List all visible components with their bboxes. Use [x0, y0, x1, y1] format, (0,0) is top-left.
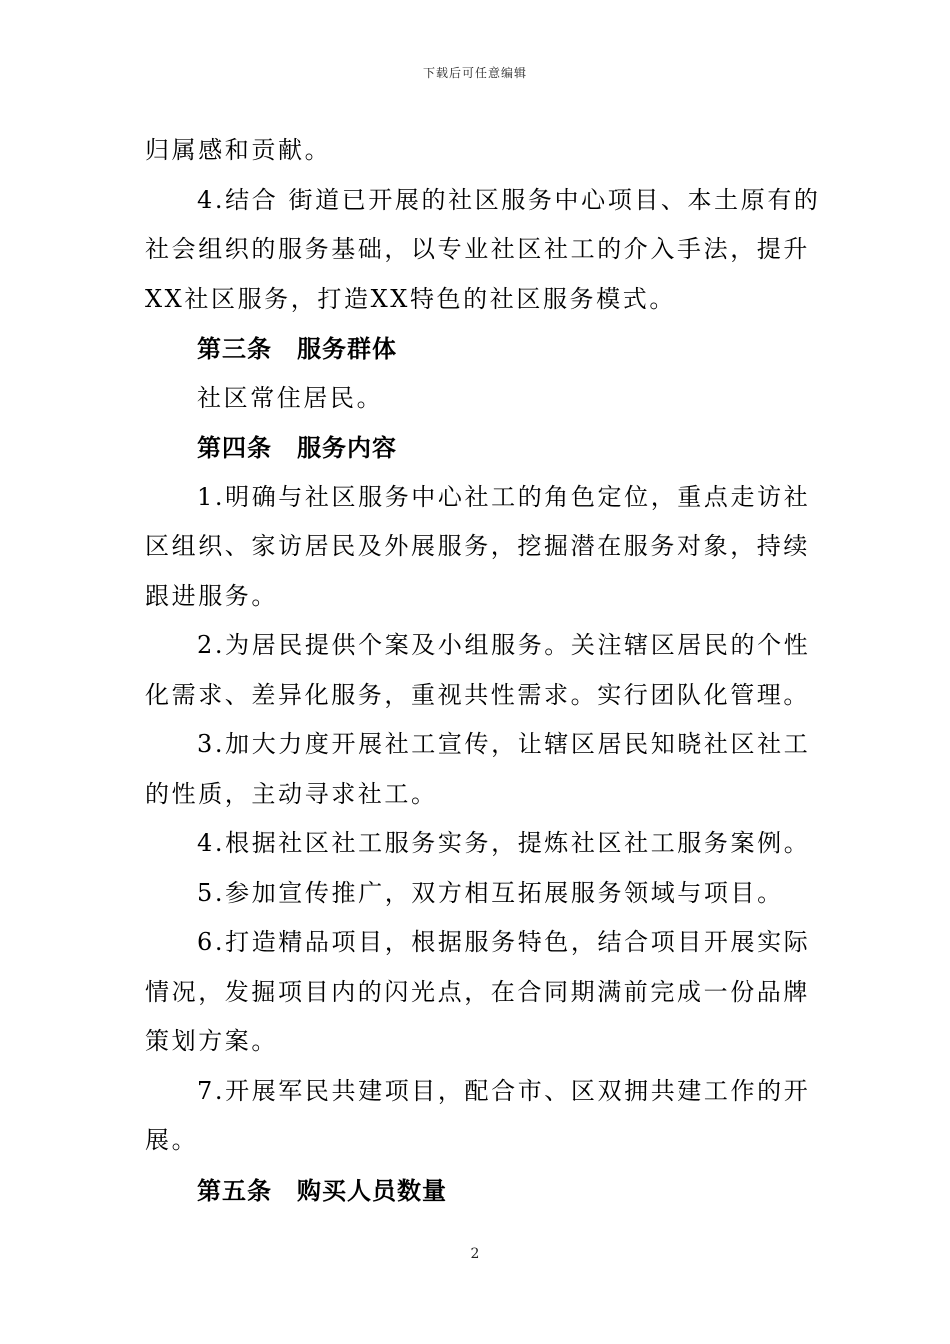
section-heading-5: [145, 1166, 810, 1216]
paragraph-line: 的性质，主动寻求社工。: [145, 779, 438, 808]
paragraph-line: 展。: [145, 1126, 199, 1154]
section-title: 购买人员数量: [297, 1175, 447, 1205]
paragraph-line: 区组织、家访居民及外展服务，挖掘潜在服务对象，持续: [145, 532, 810, 560]
paragraph-line: 1.明确与社区服务中心社工的角色定位，重点走访社: [197, 482, 811, 511]
section-number: 第三条: [197, 334, 272, 363]
section-heading-4: [145, 423, 810, 473]
section-number: 第五条: [197, 1175, 272, 1205]
section-title: 服务群体: [297, 334, 397, 363]
paragraph-line: 3.加大力度开展社工宣传，让辖区居民知晓社区社工: [197, 730, 811, 758]
paragraph-line: 2.为居民提供个案及小组服务。关注辖区居民的个性: [197, 631, 811, 659]
paragraph-line: 7.开展军民共建项目，配合市、区双拥共建工作的开: [197, 1076, 811, 1105]
section-heading-3: [145, 324, 810, 374]
paragraph-line: 跟进服务。: [145, 581, 278, 610]
paragraph-line: 社会组织的服务基础，以专业社区社工的介入手法，提升: [145, 235, 810, 263]
paragraph-line: 化需求、差异化服务，重视共性需求。实行团队化管理。: [145, 680, 810, 709]
paragraph-line: 4.结合 街道已开展的社区服务中心项目、本土原有的: [197, 185, 821, 214]
section-number: 第四条: [197, 433, 272, 462]
paragraph-line: 归属感和贡献。: [145, 136, 332, 164]
document-body: [145, 126, 821, 1215]
page-header-note: 下载后可任意编辑: [422, 66, 527, 80]
paragraph-line: 社区常住居民。: [197, 383, 384, 412]
paragraph-line: 策划方案。: [145, 1027, 278, 1055]
page-number: 2: [470, 1246, 480, 1262]
paragraph-line: 4.根据社区社工服务实务，提炼社区社工服务案例。: [197, 829, 811, 857]
paragraph-line: XX社区服务，打造XX特色的社区服务模式。: [145, 284, 676, 313]
paragraph-line: 情况，发掘项目内的闪光点，在合同期满前完成一份品牌: [145, 977, 810, 1006]
paragraph-line: 6.打造精品项目，根据服务特色，结合项目开展实际: [197, 928, 811, 956]
section-title: 服务内容: [297, 433, 397, 462]
paragraph-line: 5.参加宣传推广，双方相互拓展服务领域与项目。: [197, 878, 784, 907]
